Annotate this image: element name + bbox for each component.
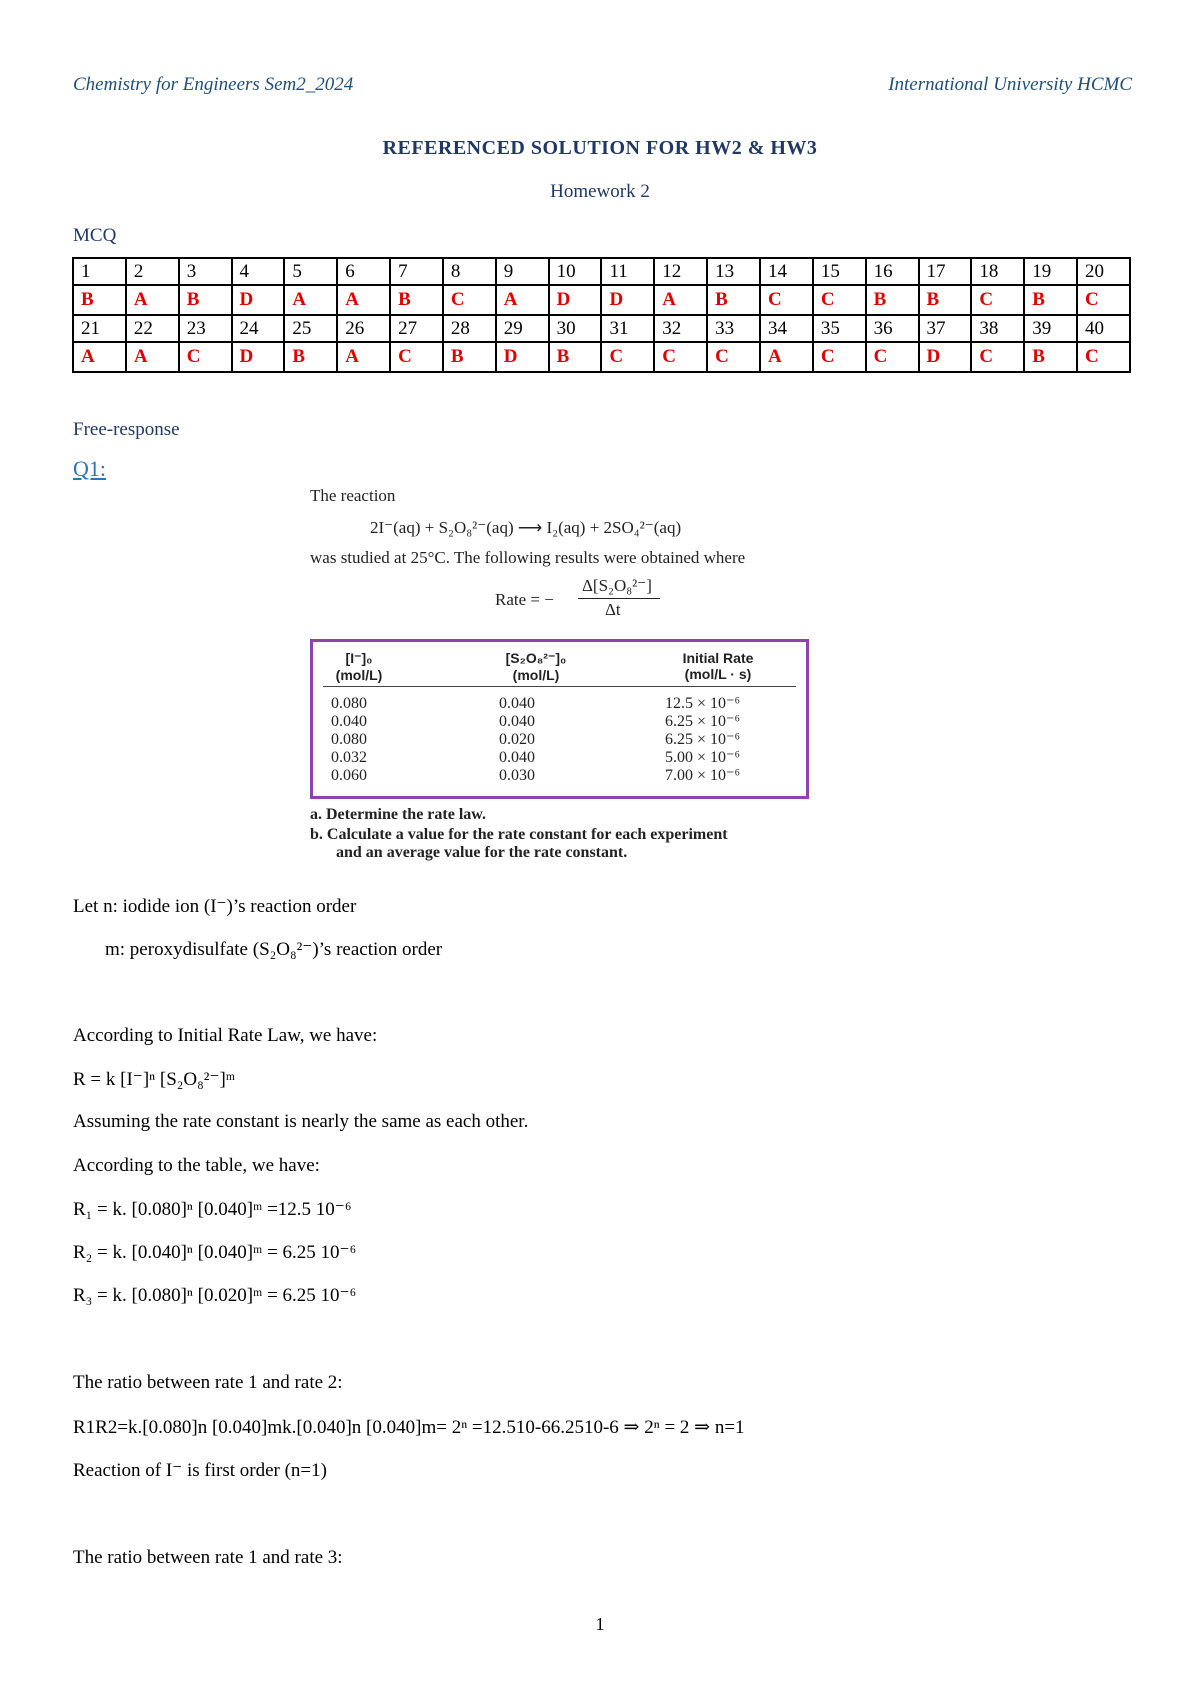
answer-cell: C <box>1077 342 1130 372</box>
mcq-answer-table <box>72 257 1131 373</box>
col-header-persulfate: [S₂O₈²⁻]₀ <box>505 650 567 666</box>
answer-cell: B <box>707 285 760 315</box>
answer-cell: A <box>284 285 337 315</box>
answer-cell: C <box>179 342 232 372</box>
answer-cell: B <box>549 342 602 372</box>
answer-cell: A <box>760 342 813 372</box>
answer-cell: D <box>496 342 549 372</box>
question-number-cell: 12 <box>654 258 707 285</box>
answer-cell: C <box>601 342 654 372</box>
document-title: REFERENCED SOLUTION FOR HW2 & HW3 <box>382 137 818 159</box>
answer-cell: B <box>179 285 232 315</box>
question-number-cell: 10 <box>549 258 602 285</box>
question-number-cell: 13 <box>707 258 760 285</box>
question-number-cell: 39 <box>1024 315 1077 342</box>
answer-cell: B <box>866 285 919 315</box>
table-cell: 0.040 <box>331 713 367 730</box>
reaction-equation: 2I⁻(aq) + S₂O₈²⁻(aq) ⟶ I₂(aq) + 2SO₄²⁻(aq) <box>370 518 682 537</box>
body-line: Reaction of I⁻ is first order (n=1) <box>73 1460 327 1481</box>
answer-cell: C <box>443 285 496 315</box>
body-line: According to the table, we have: <box>73 1155 320 1176</box>
question-number-cell: 5 <box>284 258 337 285</box>
question-number-cell: 32 <box>654 315 707 342</box>
answer-cell: B <box>919 285 972 315</box>
iodide-values <box>331 695 367 785</box>
ratio-equation: R1R2=k.[0.080]n [0.040]mk.[0.040]n [0.040]m= 2ⁿ =12.510-66.2510-6 ⇒ 2ⁿ = 2 ⇒ n=1 <box>73 1417 745 1438</box>
question-number-cell: 28 <box>443 315 496 342</box>
answer-cell: B <box>390 285 443 315</box>
answer-cell: B <box>443 342 496 372</box>
question-number-cell: 25 <box>284 315 337 342</box>
answer-cell: C <box>971 342 1024 372</box>
page-number: 1 <box>595 1614 605 1634</box>
question-number-cell: 35 <box>813 315 866 342</box>
question-number-row <box>73 315 1130 342</box>
question-number-cell: 34 <box>760 315 813 342</box>
answer-cell: A <box>496 285 549 315</box>
question-number-cell: 15 <box>813 258 866 285</box>
table-header-rule <box>323 686 796 687</box>
answer-cell: B <box>284 342 337 372</box>
answer-cell: C <box>1077 285 1130 315</box>
question-number-cell: 14 <box>760 258 813 285</box>
table-cell: 0.060 <box>331 767 367 784</box>
question-number-cell: 20 <box>1077 258 1130 285</box>
question-number-cell: 21 <box>73 315 126 342</box>
col-header-rate: Initial Rate <box>682 650 754 666</box>
part-b-continued: and an average value for the rate constant. <box>336 844 628 861</box>
table-cell: 0.020 <box>499 731 535 748</box>
rate-law-expression: R = k [I⁻]ⁿ [S₂O₈²⁻]ᵐ <box>73 1069 236 1090</box>
fraction-bar <box>578 598 660 599</box>
answer-cell: A <box>654 285 707 315</box>
answer-cell: C <box>866 342 919 372</box>
rate-data-table <box>310 639 809 799</box>
figure-studied-text: was studied at 25°C. The following results were obtained where <box>310 548 746 567</box>
table-cell: 0.080 <box>331 731 367 748</box>
answer-cell: A <box>337 285 390 315</box>
table-cell: 0.040 <box>499 749 535 766</box>
rate-equation-2: R₂ = k. [0.040]ⁿ [0.040]ᵐ = 6.25 10⁻⁶ <box>73 1242 357 1263</box>
mcq-label: MCQ <box>73 225 117 246</box>
answer-row <box>73 285 1130 315</box>
question-number-cell: 22 <box>126 315 179 342</box>
col-header-rate-unit: (mol/L · s) <box>684 666 752 682</box>
body-line: The ratio between rate 1 and rate 2: <box>73 1372 343 1393</box>
table-cell: 12.5 × 10⁻⁶ <box>665 695 741 712</box>
answer-cell: D <box>232 342 285 372</box>
rate-lhs: Rate = − <box>495 590 554 609</box>
answer-cell: C <box>707 342 760 372</box>
answer-cell: A <box>126 342 179 372</box>
question-number-cell: 3 <box>179 258 232 285</box>
question-number-cell: 6 <box>337 258 390 285</box>
header-course: Chemistry for Engineers Sem2_2024 <box>73 74 354 95</box>
table-cell: 7.00 × 10⁻⁶ <box>665 767 741 784</box>
question-number-cell: 18 <box>971 258 1024 285</box>
persulfate-values <box>499 695 535 785</box>
answer-cell: C <box>813 342 866 372</box>
question-number-cell: 26 <box>337 315 390 342</box>
col-header-persulfate-unit: (mol/L) <box>512 667 560 683</box>
body-line: According to Initial Rate Law, we have: <box>73 1025 378 1046</box>
question-number-cell: 24 <box>232 315 285 342</box>
question-number-cell: 40 <box>1077 315 1130 342</box>
free-response-label: Free-response <box>73 419 180 440</box>
table-cell: 0.040 <box>499 695 535 712</box>
body-line: The ratio between rate 1 and rate 3: <box>73 1547 343 1568</box>
answer-cell: A <box>126 285 179 315</box>
question-number-cell: 27 <box>390 315 443 342</box>
header-university: International University HCMC <box>888 74 1132 95</box>
table-cell: 0.030 <box>499 767 535 784</box>
rate-equation-3: R₃ = k. [0.080]ⁿ [0.020]ᵐ = 6.25 10⁻⁶ <box>73 1285 357 1306</box>
part-a: a. Determine the rate law. <box>310 806 486 823</box>
figure-intro: The reaction <box>310 486 396 505</box>
question-1-label: Q1: <box>73 456 106 481</box>
answer-cell: A <box>73 342 126 372</box>
answer-cell: C <box>654 342 707 372</box>
question-number-cell: 8 <box>443 258 496 285</box>
table-cell: 6.25 × 10⁻⁶ <box>665 713 741 730</box>
answer-cell: D <box>919 342 972 372</box>
answer-cell: C <box>760 285 813 315</box>
answer-cell: C <box>813 285 866 315</box>
table-cell: 5.00 × 10⁻⁶ <box>665 749 741 766</box>
question-number-row <box>73 258 1130 285</box>
question-number-cell: 19 <box>1024 258 1077 285</box>
body-line: Let n: iodide ion (I⁻)’s reaction order <box>73 896 357 917</box>
document-subtitle: Homework 2 <box>550 181 650 202</box>
question-number-cell: 36 <box>866 315 919 342</box>
question-number-cell: 16 <box>866 258 919 285</box>
answer-cell: B <box>1024 342 1077 372</box>
answer-cell: C <box>390 342 443 372</box>
question-number-cell: 23 <box>179 315 232 342</box>
question-number-cell: 33 <box>707 315 760 342</box>
question-number-cell: 30 <box>549 315 602 342</box>
answer-cell: B <box>1024 285 1077 315</box>
question-number-cell: 2 <box>126 258 179 285</box>
question-number-cell: 17 <box>919 258 972 285</box>
rate-equation-1: R₁ = k. [0.080]ⁿ [0.040]ᵐ =12.5 10⁻⁶ <box>73 1199 352 1220</box>
rate-denominator: Δt <box>605 600 621 619</box>
body-line: m: peroxydisulfate (S₂O₈²⁻)’s reaction order <box>105 939 443 960</box>
table-cell: 6.25 × 10⁻⁶ <box>665 731 741 748</box>
answer-cell: A <box>337 342 390 372</box>
question-number-cell: 37 <box>919 315 972 342</box>
question-number-cell: 29 <box>496 315 549 342</box>
part-b: b. Calculate a value for the rate constant for each experiment <box>310 826 728 843</box>
body-line: Assuming the rate constant is nearly the same as each other. <box>73 1111 529 1132</box>
answer-cell: D <box>232 285 285 315</box>
question-number-cell: 1 <box>73 258 126 285</box>
question-number-cell: 4 <box>232 258 285 285</box>
question-number-cell: 11 <box>601 258 654 285</box>
answer-cell: C <box>971 285 1024 315</box>
question-number-cell: 31 <box>601 315 654 342</box>
table-cell: 0.080 <box>331 695 367 712</box>
question-number-cell: 7 <box>390 258 443 285</box>
question-number-cell: 38 <box>971 315 1024 342</box>
answer-cell: B <box>73 285 126 315</box>
rate-numerator: Δ[S₂O₈²⁻] <box>582 576 652 595</box>
table-cell: 0.040 <box>499 713 535 730</box>
col-header-iodide-unit: (mol/L) <box>335 667 383 683</box>
col-header-iodide: [I⁻]₀ <box>345 650 373 666</box>
question-number-cell: 9 <box>496 258 549 285</box>
rate-values <box>665 695 740 785</box>
answer-row <box>73 342 1130 372</box>
answer-cell: D <box>601 285 654 315</box>
table-cell: 0.032 <box>331 749 367 766</box>
answer-cell: D <box>549 285 602 315</box>
